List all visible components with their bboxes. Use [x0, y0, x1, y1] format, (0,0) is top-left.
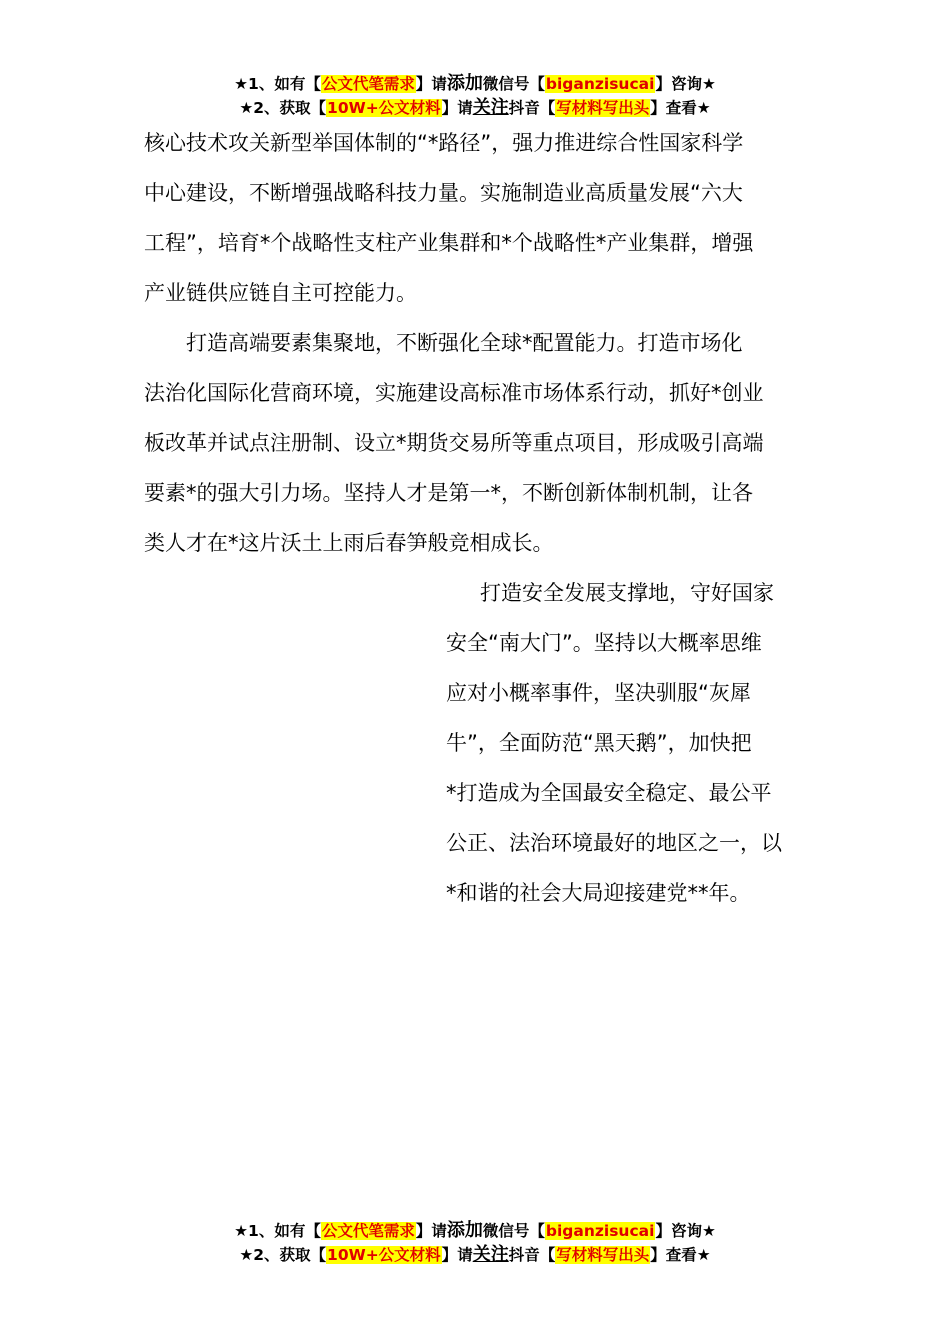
text-line: 要素*的强大引力场。坚持人才是第一*，不断创新体制机制，让各	[144, 481, 753, 505]
text-line: 打造安全发展支撑地，守好国家	[480, 581, 774, 605]
banner-text: 】请	[415, 1222, 447, 1240]
banner-text: 抖音【	[508, 99, 556, 117]
banner-emphasis: 添加	[446, 1220, 483, 1241]
banner-text: ★1、如有【	[234, 75, 321, 93]
banner-line-1	[0, 1219, 950, 1243]
text-line: *打造成为全国最安全稳定、最公平	[446, 781, 772, 805]
text-line: 安全“南大门”。坚持以大概率思维	[446, 631, 762, 655]
highlight-materials: 10W+公文材料	[327, 1246, 441, 1264]
banner-text: 】咨询★	[655, 1222, 716, 1240]
banner-text: 微信号【	[482, 75, 545, 93]
highlight-wechat-id: biganzisucai	[545, 1222, 655, 1240]
banner-text: ★2、获取【	[239, 99, 327, 117]
header-banner	[0, 72, 950, 120]
footer-banner	[0, 1219, 950, 1267]
text-line: 核心技术攻关新型举国体制的“*路径”，强力推进综合性国家科学	[144, 131, 744, 155]
text-line: 产业链供应链自主可控能力。	[144, 281, 417, 305]
text-line: 板改革并试点注册制、设立*期货交易所等重点项目，形成吸引高端	[144, 431, 764, 455]
banner-emphasis: 关注	[472, 97, 509, 118]
banner-text: 】请	[441, 99, 473, 117]
banner-emphasis: 添加	[446, 73, 483, 94]
highlight-douyin-account: 写材料写出头	[556, 1246, 650, 1264]
banner-text: 】请	[415, 75, 447, 93]
text-line: 公正、法治环境最好的地区之一，以	[446, 831, 782, 855]
banner-line-2	[0, 96, 950, 120]
banner-text: 】咨询★	[655, 75, 716, 93]
banner-text: 微信号【	[482, 1222, 545, 1240]
paragraph-2	[144, 318, 806, 568]
banner-text: 】请	[441, 1246, 473, 1264]
banner-line-2	[0, 1243, 950, 1267]
banner-text: ★2、获取【	[239, 1246, 327, 1264]
text-line: 类人才在*这片沃土上雨后春笋般竞相成长。	[144, 531, 554, 555]
highlight-wechat-id: biganzisucai	[545, 75, 655, 93]
text-line: *和谐的社会大局迎接建党**年。	[446, 881, 751, 905]
banner-emphasis: 关注	[472, 1244, 509, 1265]
text-line: 法治化国际化营商环境，实施建设高标准市场体系行动，抓好*创业	[144, 381, 764, 405]
highlight-materials: 10W+公文材料	[327, 99, 441, 117]
text-line: 应对小概率事件，坚决驯服“灰犀	[446, 681, 751, 705]
text-line: 牛”，全面防范“黑天鹅”，加快把	[446, 731, 752, 755]
paragraph-1	[144, 118, 806, 318]
banner-text: 】查看★	[650, 99, 711, 117]
highlight-service: 公文代笔需求	[321, 75, 415, 93]
banner-text: 】查看★	[650, 1246, 711, 1264]
highlight-douyin-account: 写材料写出头	[556, 99, 650, 117]
paragraph-3	[446, 568, 806, 918]
highlight-service: 公文代笔需求	[321, 1222, 415, 1240]
text-line: 中心建设，不断增强战略科技力量。实施制造业高质量发展“六大	[144, 181, 743, 205]
banner-line-1	[0, 72, 950, 96]
banner-text: ★1、如有【	[234, 1222, 321, 1240]
banner-text: 抖音【	[508, 1246, 556, 1264]
text-line: 打造高端要素集聚地，不断强化全球*配置能力。打造市场化	[186, 331, 743, 355]
text-line: 工程”，培育*个战略性支柱产业集群和*个战略性*产业集群，增强	[144, 231, 754, 255]
